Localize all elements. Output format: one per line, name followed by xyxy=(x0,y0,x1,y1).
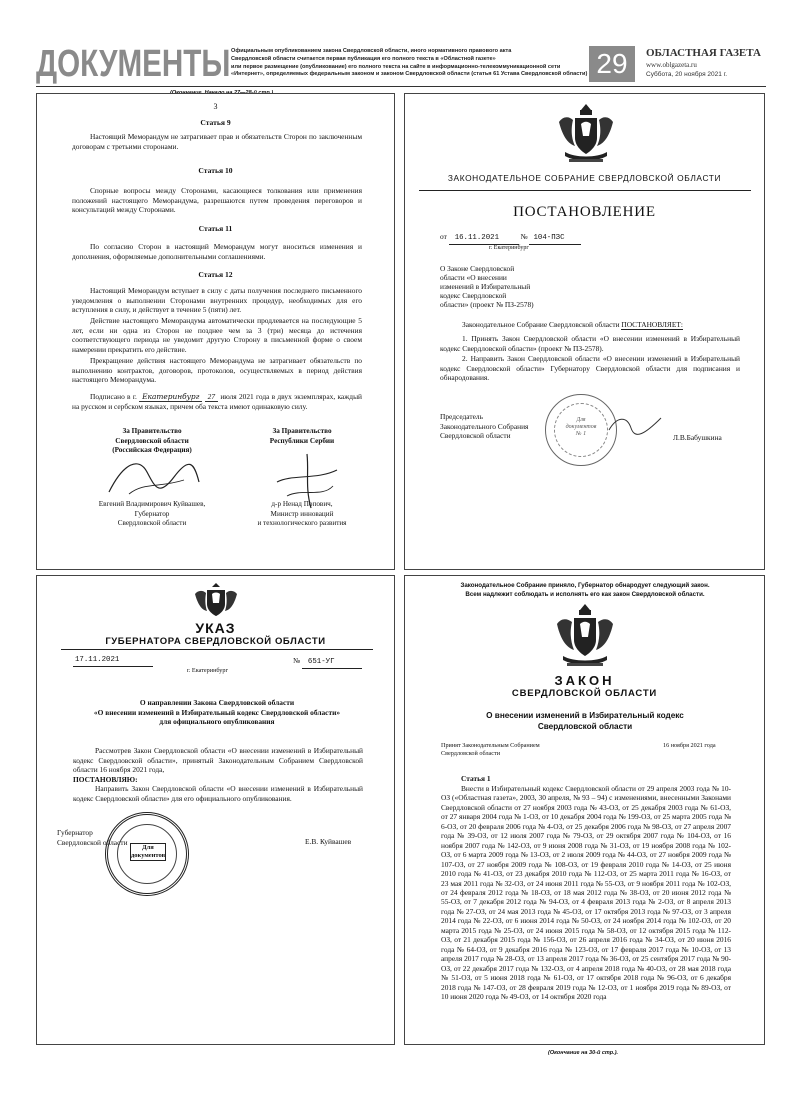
decree-number: 651-УГ xyxy=(302,658,362,669)
law-adopted-date: 16 ноября 2021 года xyxy=(663,742,716,749)
decree-signer-name: Е.В. Куйвашев xyxy=(305,837,352,846)
resolution-date: 16.11.2021 xyxy=(449,234,519,245)
decree-heading: О направлении Закона Свердловской области «О внесении изменений в Избирательный кодекс Свердловской области» для официального опубликования xyxy=(93,698,341,726)
article-heading: Статья 10 xyxy=(198,166,233,175)
article-paragraph: По согласию Сторон в настоящий Меморандум могут вноситься изменения и дополнения, оформляемые дополнительными соглашениями. xyxy=(72,242,362,261)
law-header-note: Законодательное Собрание приняло, Губернатор обнародует следующий закон. Всем надлежит соблюдать и исполнять его как закон Свердловской области. xyxy=(460,582,710,598)
resolution-number: 104-ПЗС xyxy=(529,234,581,245)
decree-item: Направить Закон Свердловской области «О внесении изменений в Избирательный кодекс Свердловской области» для его официального опубликования. xyxy=(73,784,363,803)
law-panel xyxy=(404,575,765,1045)
city: г. Екатеринбург xyxy=(187,667,229,674)
left-signature xyxy=(99,452,209,502)
decree-number-line: № 651-УГ xyxy=(293,656,373,669)
masthead-divider xyxy=(36,86,766,87)
law-adopted-by: Принят Законодательным Собранием Свердловской области xyxy=(441,742,540,757)
document-title: ЗАКОН xyxy=(554,673,615,688)
official-stamp: Для документов xyxy=(105,812,189,896)
article-paragraph: Настоящий Меморандум вступает в силу с даты получения последнего письменного уведомления о выполнении Сторонами внутренних процедур, необходимых для его вступления в силу, и действует в течение 5 (пяти) лет. xyxy=(72,286,362,315)
decree-panel xyxy=(36,575,395,1045)
resolution-signer-title: Председатель Законодательного Собрания Свердловской области xyxy=(440,412,529,441)
decree-verb: ПОСТАНОВЛЯЮ: xyxy=(73,775,138,784)
masthead xyxy=(36,44,766,84)
coat-of-arms-icon xyxy=(553,602,617,670)
article-paragraph: Прекращение действия настоящего Меморандума не затрагивает обязательств по выполнению контрактов, договоров, протоколов, осуществляемых в период действия настоящего Меморандума. xyxy=(72,356,362,385)
article-paragraph: Настоящий Меморандум не затрагивает прав и обязательств Сторон по заключенным договорам с третьими сторонами. xyxy=(72,132,362,151)
decree-date: 17.11.2021 xyxy=(73,656,153,667)
official-stamp: Для документов № 1 xyxy=(545,394,617,466)
memorandum-panel xyxy=(36,93,395,570)
handwritten-day: 27 xyxy=(205,392,218,402)
handwritten-city: Екатеринбург xyxy=(139,392,202,402)
issuing-organization: ЗАКОНОДАТЕЛЬНОЕ СОБРАНИЕ СВЕРДЛОВСКОЙ ОБЛАСТИ xyxy=(447,173,722,183)
right-signer: д-р Ненад Попович, Министр инноваций и технологического развития xyxy=(257,500,347,527)
decree-body: Рассмотрев Закон Свердловской области «О внесении изменений в Избирательный кодекс Свердловской области», принятый Законодательным Собранием Свердловской области 16 ноября 2021 года, xyxy=(73,746,363,775)
document-subtitle: ГУБЕРНАТОРА СВЕРДЛОВСКОЙ ОБЛАСТИ xyxy=(105,636,326,647)
document-title: ПОСТАНОВЛЕНИЕ xyxy=(513,204,656,220)
memorandum-page-number: 3 xyxy=(213,102,218,111)
coat-of-arms-icon xyxy=(193,582,239,620)
resolution-signer-name: Л.В.Бабушкина xyxy=(673,433,722,442)
issue-date: Суббота, 20 ноября 2021 г. xyxy=(646,71,728,78)
masthead-note: Официальным опубликованием закона Свердловской области, иного нормативного правового акта Свердловской области считается первая публикация его полного текста в «Областной газете» или первое размещение (опубликование) его полного текста на сайте в информационно-телекоммуникационной сети «Интернет», определяемых федеральным законом и законом Свердловской области (статья 61 Устава Свердловской области) xyxy=(231,48,588,78)
resolution-signature xyxy=(605,412,665,438)
article-heading: Статья 1 xyxy=(461,774,491,783)
newspaper-name: ОБЛАСТНАЯ ГАЗЕТА xyxy=(646,47,761,59)
city: г. Екатеринбург xyxy=(489,245,529,251)
law-subject: О внесении изменений в Избирательный кодекс Свердловской области xyxy=(486,711,684,731)
resolution-preamble: Законодательное Собрание Свердловской области ПОСТАНОВЛЯЕТ: xyxy=(462,320,683,329)
website-link[interactable]: www.oblgazeta.ru xyxy=(646,61,697,69)
date-number-line: от 16.11.2021 № 104-ПЗС xyxy=(440,232,640,245)
article-heading: Статья 9 xyxy=(200,118,231,127)
resolution-subject: О Законе Свердловской области «О внесении изменений в Избирательный кодекс Свердловской области» (проект № ПЗ-2578) xyxy=(440,264,534,309)
resolution-panel xyxy=(404,93,765,570)
document-subtitle: СВЕРДЛОВСКОЙ ОБЛАСТИ xyxy=(511,688,658,699)
right-party-block: За Правительство Республики Сербии xyxy=(269,427,335,445)
org-divider xyxy=(419,190,751,191)
coat-of-arms-icon xyxy=(555,102,617,166)
article-paragraph: Действие настоящего Меморандума автоматически продлевается на последующие 5 лет, если ни одна из Сторон не позднее чем за 3 (три) месяца до истечения соответствующего периода не уведомит другую Сторону в письменной форме о своем намерении прекратить его действие. xyxy=(72,316,362,354)
signing-clause: Подписано в г. Екатеринбург 27 июля 2021 года в двух экземплярах, каждый на русском и сербском языках, причем оба текста имеют одинаковую силу. xyxy=(72,392,362,411)
left-signer: Евгений Владимирович Куйвашев, Губернатор Свердловской области xyxy=(98,500,206,527)
decree-signer-title: Губернатор Свердловской области xyxy=(57,828,128,847)
section-title: ДОКУМЕНТЫ xyxy=(36,43,231,85)
document-title: УКАЗ xyxy=(195,620,236,636)
resolution-item: 1. Принять Закон Свердловской области «О внесении изменений в Избирательный кодекс Свердловской области» (проект № ПЗ-2578). xyxy=(440,334,740,353)
page-number: 29 xyxy=(589,46,635,82)
resolution-item: 2. Направить Закон Свердловской области «О внесении изменений в Избирательный кодекс Свердловской области» Губернатору Свердловской области для подписания и обнародования. xyxy=(440,354,740,383)
continuation-note-bottom: (Окончание на 30-й стр.). xyxy=(548,1050,619,1056)
law-article-text: Внести в Избирательный кодекс Свердловской области от 29 апреля 2003 года № 10-ОЗ («Областная газета», 2003, 30 апреля, № 93 – 94) с изменениями, внесенными Законами Свердловской области от 27 ноября 2003 года № 43-ОЗ, от 25 декабря 2003 года № 61-ОЗ, от 27 января 2004 года № 1-ОЗ, от 10 декабря 2004 года № 199-ОЗ, от 25 марта 2005 года № 6-ОЗ, от 20 февраля 2006 года № 4-ОЗ, от 25 декабря 2006 года № 98-ОЗ, от 27 апреля 2007 года № 39-ОЗ, от 12 июля 2007 года № 79-ОЗ, от 29 октября 2007 года № 104-ОЗ, от 16 ноября 2007 года № 142-ОЗ, от 9 июня 2008 года № 31-ОЗ, от 19 ноября 2008 года № 102-ОЗ, от 6 марта 2009 года № 13-ОЗ, от 2 июля 2009 года № 44-ОЗ, от 27 ноября 2009 года № 107-ОЗ, от 27 ноября 2009 года № 108-ОЗ, от 19 февраля 2010 года № 14-ОЗ, от 25 июня 2010 года № 41-ОЗ, от 23 декабря 2010 года № 112-ОЗ, от 25 марта 2011 года № 16-ОЗ, от 23 мая 2011 года № 32-ОЗ, от 24 июня 2011 года № 55-ОЗ, от 9 ноября 2011 года № 102-ОЗ, от 24 февраля 2012 года № 18-ОЗ, от 18 мая 2012 года № 38-ОЗ, от 20 июня 2012 года № 55-ОЗ, от 7 декабря 2012 года № 94-ОЗ, от 4 февраля 2013 года № 2-ОЗ, от 8 апреля 2013 года № 27-ОЗ, от 24 мая 2013 года № 45-ОЗ, от 17 октября 2013 года № 97-ОЗ, от 3 апреля 2014 года № 22-ОЗ, от 6 июня 2014 года № 50-ОЗ, от 24 ноября 2014 года № 102-ОЗ, от 20 марта 2015 года № 25-ОЗ, от 24 июня 2015 года № 58-ОЗ, от 12 октября 2015 года № 112-ОЗ, от 21 декабря 2015 года № 156-ОЗ, от 26 апреля 2016 года № 34-ОЗ, от 20 июня 2016 года № 64-ОЗ, от 9 декабря 2016 года № 123-ОЗ, от 17 февраля 2017 года № 10-ОЗ, от 13 апреля 2017 года № 28-ОЗ, от 13 апреля 2017 года № 36-ОЗ, от 25 сентября 2017 года № 90-ОЗ, от 22 декабря 2017 года № 132-ОЗ, от 4 апреля 2018 года № 40-ОЗ, от 28 мая 2018 года № 51-ОЗ, от 5 июня 2018 года № 61-ОЗ, от 17 октября 2018 года № 96-ОЗ, от 6 декабря 2018 года № 147-ОЗ, от 28 февраля 2019 года № 12-ОЗ, от 1 ноября 2019 года № 89-ОЗ, от 10 июня 2020 года № 49-ОЗ, от 14 октября 2020 года xyxy=(441,784,731,1001)
left-party-block: За Правительство Свердловской области (Российская Федерация) xyxy=(112,427,192,454)
article-paragraph: Спорные вопросы между Сторонами, касающиеся толкования или применения положений настоящего Меморандума, разрешаются путем проведения переговоров и консультаций между Сторонами. xyxy=(72,186,362,215)
article-heading: Статья 12 xyxy=(198,270,233,279)
title-divider xyxy=(61,649,373,650)
article-heading: Статья 11 xyxy=(198,224,233,233)
